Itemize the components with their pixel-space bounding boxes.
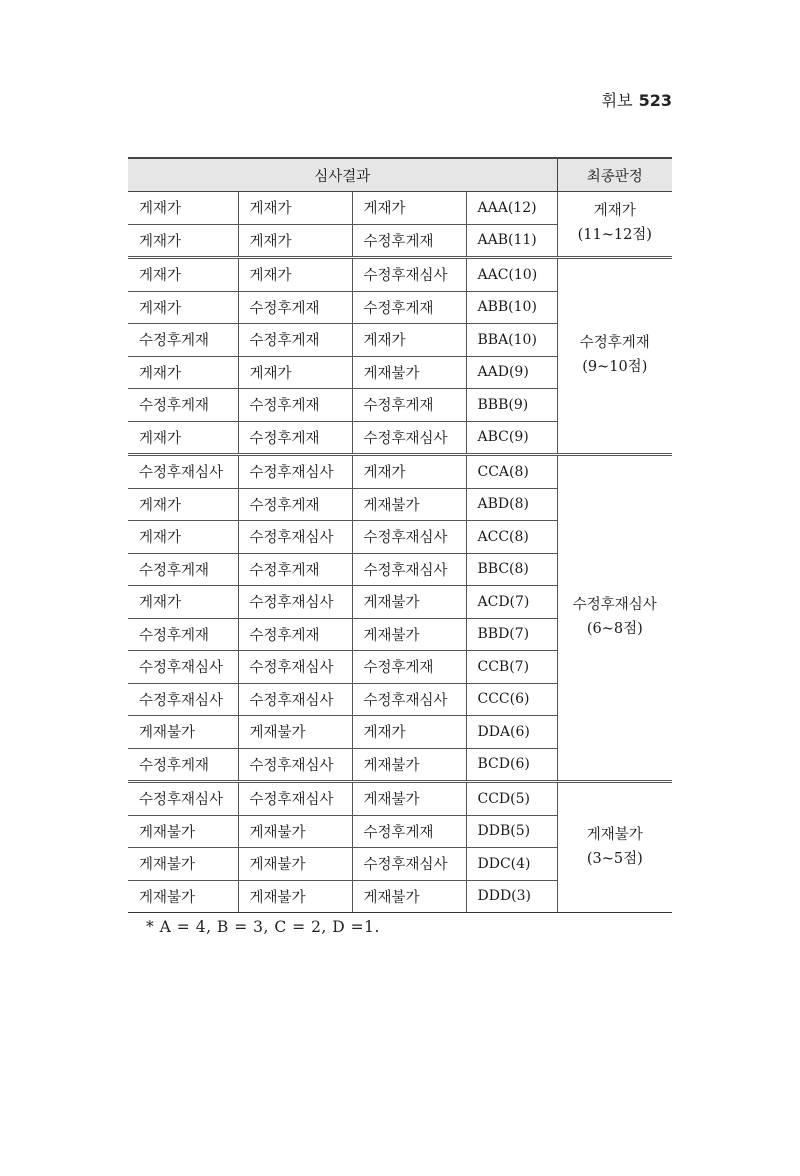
table-row: [128, 455, 672, 489]
reviewer-result-cell: 게재가: [352, 455, 466, 489]
score-code-cell: ABD(8): [466, 488, 557, 521]
final-decision-label: 수정후재심사: [572, 597, 657, 614]
reviewer-result-cell: 게재가: [128, 224, 238, 258]
score-code-cell: BBB(9): [466, 389, 557, 422]
score-range-label: (9~10점): [582, 359, 648, 375]
review-result-table: [128, 157, 672, 913]
reviewer-result-cell: 게재불가: [238, 880, 352, 913]
score-code-cell: DDD(3): [466, 880, 557, 913]
reviewer-result-cell: 게재가: [352, 192, 466, 225]
reviewer-result-cell: 수정후게재: [238, 421, 352, 455]
reviewer-result-cell: 게재불가: [238, 815, 352, 848]
reviewer-result-cell: 게재불가: [238, 716, 352, 749]
reviewer-result-cell: 수정후재심사: [238, 748, 352, 782]
reviewer-result-cell: 게재불가: [128, 716, 238, 749]
reviewer-result-cell: 게재가: [128, 356, 238, 389]
score-range-label: (11~12점): [577, 227, 652, 243]
header-final-decision: 최종판정: [557, 158, 672, 192]
table-row: [128, 782, 672, 816]
reviewer-result-cell: 수정후재심사: [352, 683, 466, 716]
final-decision-cell: [557, 455, 672, 782]
reviewer-result-cell: 수정후게재: [128, 748, 238, 782]
score-code-cell: BCD(6): [466, 748, 557, 782]
page-number: 523: [638, 91, 672, 110]
reviewer-result-cell: 게재불가: [352, 356, 466, 389]
reviewer-result-cell: 게재불가: [352, 586, 466, 619]
score-code-cell: ABC(9): [466, 421, 557, 455]
score-code-cell: AAB(11): [466, 224, 557, 258]
reviewer-result-cell: 게재불가: [238, 848, 352, 881]
score-code-cell: BBA(10): [466, 324, 557, 357]
score-range-label: (6~8점): [586, 621, 643, 637]
final-decision-cell: [557, 782, 672, 913]
reviewer-result-cell: 게재가: [352, 716, 466, 749]
score-code-cell: ABB(10): [466, 291, 557, 324]
reviewer-result-cell: 수정후게재: [352, 224, 466, 258]
score-code-cell: ACD(7): [466, 586, 557, 619]
reviewer-result-cell: 게재가: [128, 488, 238, 521]
reviewer-result-cell: 수정후게재: [238, 389, 352, 422]
header-review-result: 심사결과: [128, 158, 557, 192]
reviewer-result-cell: 수정후재심사: [352, 521, 466, 554]
table-row: [128, 258, 672, 292]
reviewer-result-cell: 수정후게재: [238, 553, 352, 586]
score-code-cell: DDC(4): [466, 848, 557, 881]
reviewer-result-cell: 게재가: [238, 224, 352, 258]
final-decision-label: 게재불가: [586, 826, 643, 843]
final-decision-cell: [557, 258, 672, 455]
score-code-cell: BBC(8): [466, 553, 557, 586]
table-row: [128, 192, 672, 225]
reviewer-result-cell: 수정후게재: [238, 324, 352, 357]
reviewer-result-cell: 수정후게재: [238, 291, 352, 324]
reviewer-result-cell: 수정후게재: [128, 618, 238, 651]
reviewer-result-cell: 게재불가: [352, 618, 466, 651]
reviewer-result-cell: 수정후재심사: [238, 521, 352, 554]
score-code-cell: AAC(10): [466, 258, 557, 292]
reviewer-result-cell: 게재불가: [352, 748, 466, 782]
reviewer-result-cell: 수정후재심사: [352, 848, 466, 881]
reviewer-result-cell: 수정후게재: [128, 324, 238, 357]
reviewer-result-cell: 수정후재심사: [238, 683, 352, 716]
reviewer-result-cell: 수정후게재: [352, 651, 466, 684]
reviewer-result-cell: 수정후재심사: [128, 683, 238, 716]
score-range-label: (3~5점): [586, 850, 643, 867]
reviewer-result-cell: 수정후게재: [238, 618, 352, 651]
reviewer-result-cell: 수정후게재: [352, 815, 466, 848]
reviewer-result-cell: 게재불가: [128, 880, 238, 913]
reviewer-result-cell: 게재가: [238, 192, 352, 225]
reviewer-result-cell: 게재가: [238, 356, 352, 389]
reviewer-result-cell: 수정후재심사: [352, 421, 466, 455]
score-code-cell: DDA(6): [466, 716, 557, 749]
score-code-cell: CCB(7): [466, 651, 557, 684]
reviewer-result-cell: 게재가: [128, 192, 238, 225]
page-header: [602, 88, 672, 111]
reviewer-result-cell: 수정후게재: [128, 553, 238, 586]
reviewer-result-cell: 게재불가: [128, 815, 238, 848]
score-code-cell: AAD(9): [466, 356, 557, 389]
reviewer-result-cell: 수정후게재: [352, 389, 466, 422]
reviewer-result-cell: 게재가: [128, 421, 238, 455]
reviewer-result-cell: 수정후게재: [128, 389, 238, 422]
score-code-cell: CCC(6): [466, 683, 557, 716]
reviewer-result-cell: 수정후재심사: [128, 782, 238, 816]
running-title: 휘보: [601, 91, 633, 110]
reviewer-result-cell: 수정후재심사: [128, 455, 238, 489]
score-code-cell: CCA(8): [466, 455, 557, 489]
reviewer-result-cell: 수정후재심사: [238, 455, 352, 489]
reviewer-result-cell: 게재가: [128, 258, 238, 292]
score-code-cell: AAA(12): [466, 192, 557, 225]
reviewer-result-cell: 수정후재심사: [238, 651, 352, 684]
reviewer-result-cell: 수정후재심사: [352, 258, 466, 292]
table-header-row: [128, 158, 672, 192]
table-body: [128, 192, 672, 913]
final-decision-cell: [557, 192, 672, 258]
score-code-cell: ACC(8): [466, 521, 557, 554]
reviewer-result-cell: 게재불가: [352, 880, 466, 913]
reviewer-result-cell: 게재가: [352, 324, 466, 357]
reviewer-result-cell: 게재불가: [128, 848, 238, 881]
reviewer-result-cell: 게재가: [128, 291, 238, 324]
reviewer-result-cell: 수정후게재: [352, 291, 466, 324]
footnote: * A = 4, B = 3, C = 2, D =1.: [146, 918, 380, 936]
reviewer-result-cell: 게재불가: [352, 488, 466, 521]
score-code-cell: DDB(5): [466, 815, 557, 848]
reviewer-result-cell: 게재가: [128, 586, 238, 619]
score-code-cell: BBD(7): [466, 618, 557, 651]
reviewer-result-cell: 수정후재심사: [128, 651, 238, 684]
reviewer-result-cell: 게재가: [238, 258, 352, 292]
final-decision-label: 수정후게재: [579, 335, 650, 352]
reviewer-result-cell: 게재가: [128, 521, 238, 554]
reviewer-result-cell: 수정후재심사: [352, 553, 466, 586]
final-decision-label: 게재가: [593, 203, 636, 220]
reviewer-result-cell: 게재불가: [352, 782, 466, 816]
reviewer-result-cell: 수정후게재: [238, 488, 352, 521]
reviewer-result-cell: 수정후재심사: [238, 782, 352, 816]
score-code-cell: CCD(5): [466, 782, 557, 816]
reviewer-result-cell: 수정후재심사: [238, 586, 352, 619]
